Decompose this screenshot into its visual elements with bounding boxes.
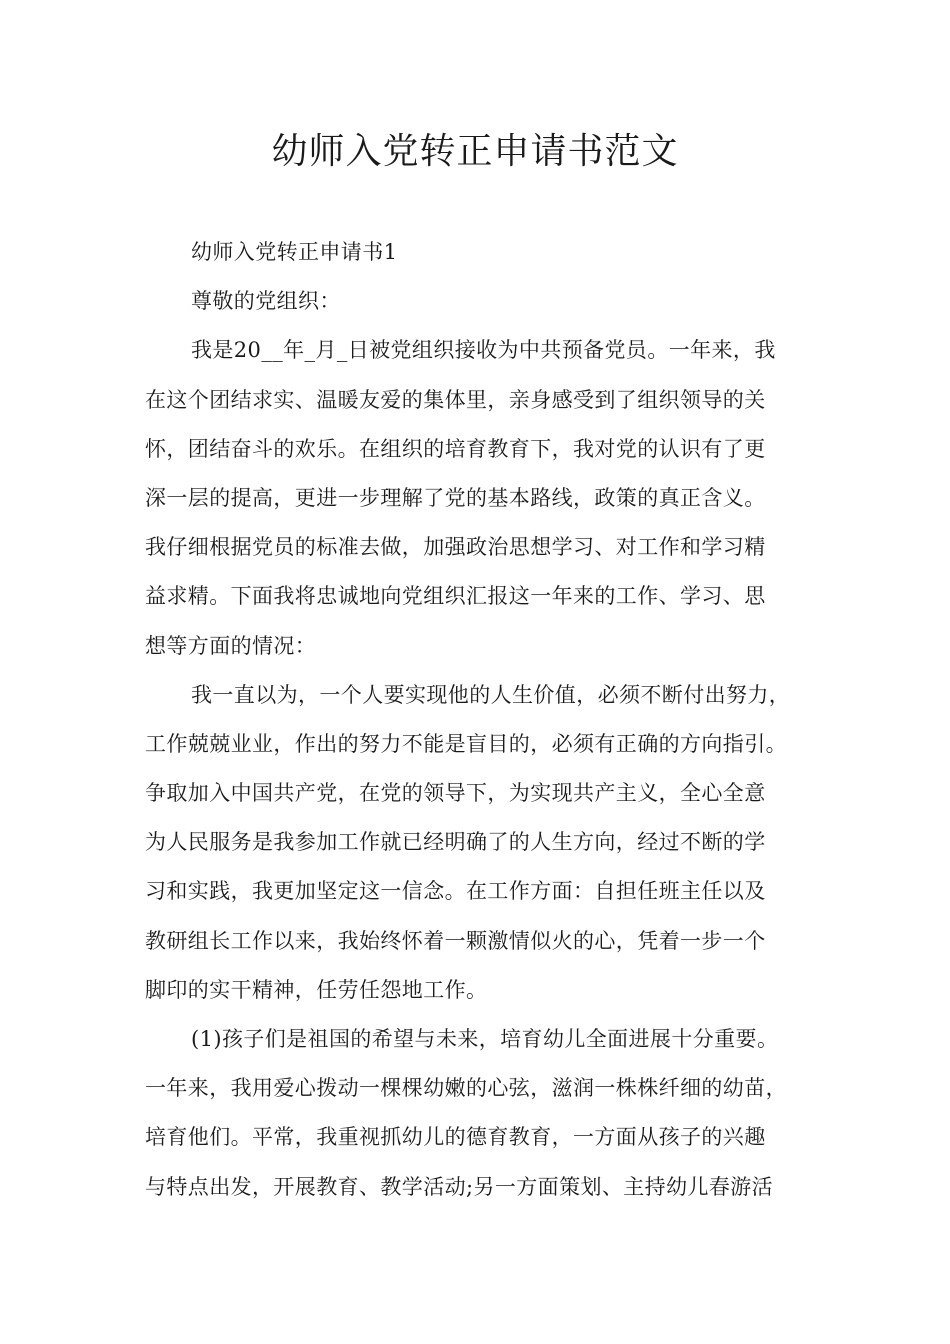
paragraph-first-line: 幼师入党转正申请书1 — [191, 240, 398, 264]
paragraph-line: 培育他们。平常，我重视抓幼儿的德育教育，一方面从孩子的兴趣 — [145, 1125, 766, 1150]
document-body — [145, 228, 810, 1212]
paragraph-first-line: (1)孩子们是祖国的希望与未来，培育幼儿全面进展十分重要。 — [191, 1027, 779, 1051]
paragraph-line: 在这个团结求实、温暖友爱的集体里，亲身感受到了组织领导的关 — [145, 387, 766, 412]
paragraph-first-line: 尊敬的党组织： — [191, 289, 341, 314]
paragraph-line: 为人民服务是我参加工作就已经明确了的人生方向，经过不断的学 — [145, 830, 766, 855]
paragraph-line: 一年来，我用爱心拨动一棵棵幼嫩的心弦，滋润一株株纤细的幼苗， — [145, 1076, 787, 1101]
paragraph-line: 深一层的提高，更进一步理解了党的基本路线，政策的真正含义。 — [145, 485, 766, 510]
paragraph-line: 与特点出发，开展教育、教学活动;另一方面策划、主持幼儿春游活 — [145, 1174, 774, 1199]
paragraph-line: 脚印的实干精神，任劳任怨地工作。 — [145, 977, 488, 1002]
paragraph-line: 怀，团结奋斗的欢乐。在组织的培育教育下，我对党的认识有了更 — [145, 436, 766, 461]
paragraph-line: 我仔细根据党员的标准去做，加强政治思想学习、对工作和学习精 — [145, 535, 766, 560]
paragraph-line: 益求精。下面我将忠诚地向党组织汇报这一年来的工作、学习、思 — [145, 584, 766, 609]
paragraph-first-line: 我是20__年_月_日被党组织接收为中共预备党员。一年来，我 — [191, 338, 776, 363]
paragraph-line: 想等方面的情况： — [145, 633, 317, 658]
paragraph-line: 争取加入中国共产党，在党的领导下，为实现共产主义，全心全意 — [145, 781, 766, 806]
paragraph-first-line: 我一直以为，一个人要实现他的人生价值，必须不断付出努力， — [191, 682, 791, 707]
paragraph-line: 工作兢兢业业，作出的努力不能是盲目的，必须有正确的方向指引。 — [145, 731, 787, 756]
paragraph-line: 教研组长工作以来，我始终怀着一颗激情似火的心，凭着一步一个 — [145, 928, 766, 953]
document-title: 幼师入党转正申请书范文 — [271, 131, 679, 172]
paragraph-line: 习和实践，我更加坚定这一信念。在工作方面：自担任班主任以及 — [145, 879, 766, 904]
